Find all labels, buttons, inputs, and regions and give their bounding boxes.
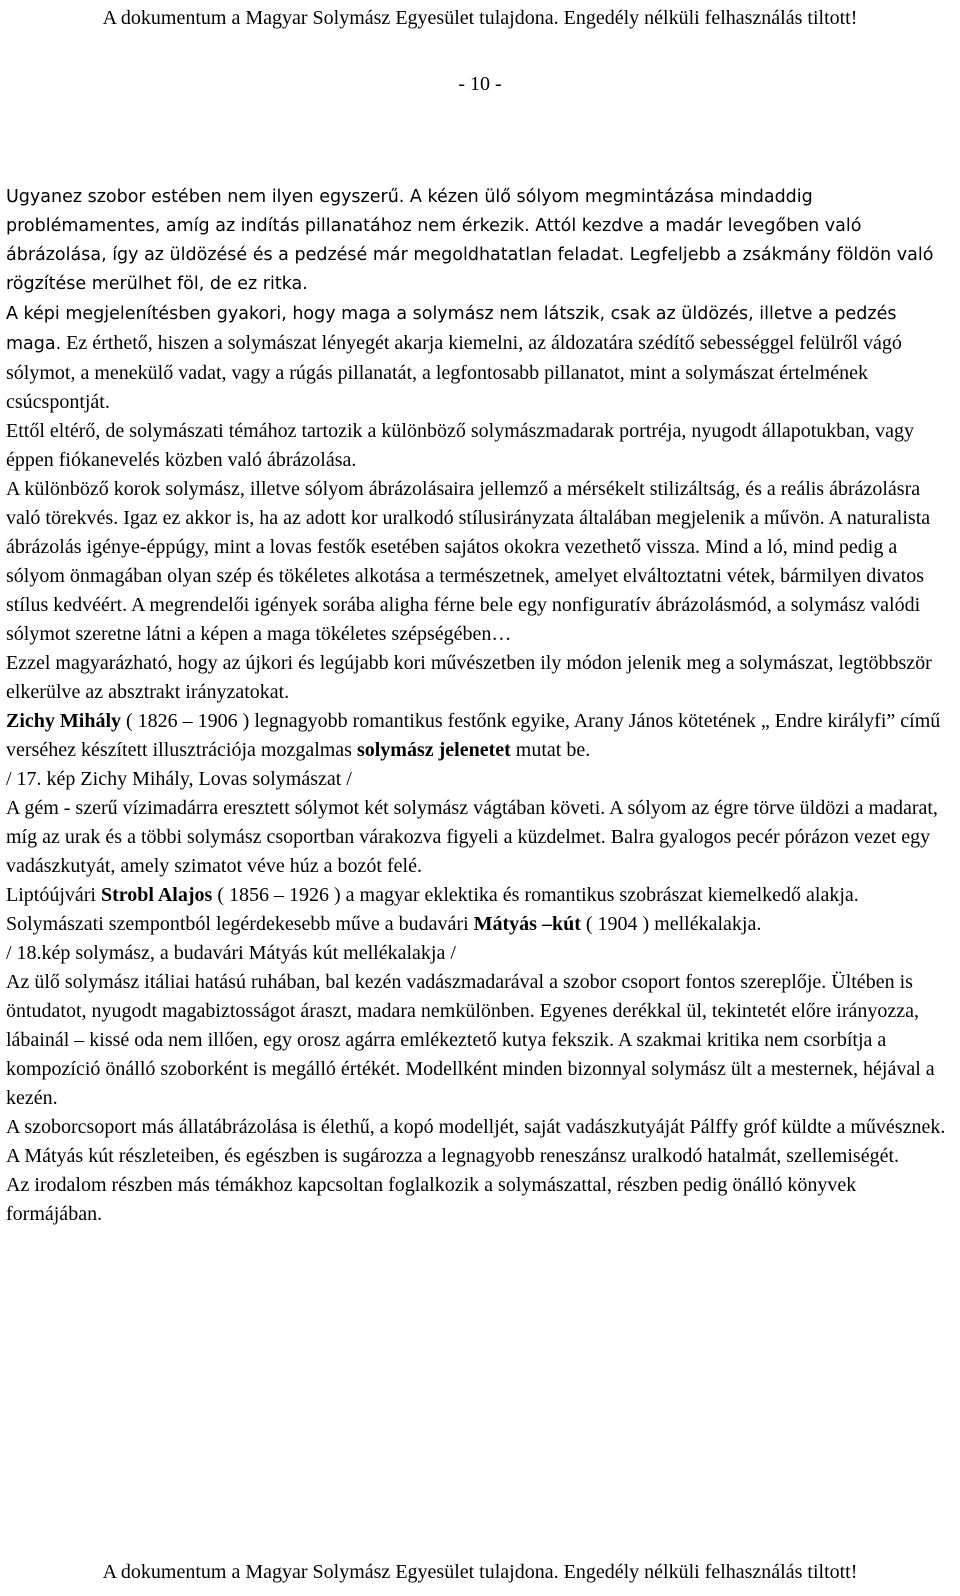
- artist-name-zichy: Zichy Mihály: [6, 710, 122, 732]
- document-body: [0, 183, 950, 1229]
- paragraph-gem: A gém - szerű vízimadárra eresztett sólymot két solymász vágtában követi. A sólyom az égre törve üldözi a madarat, míg az urak és a többi solymász csoportban várakozva figyeli a küzdelmet. Balra gyalogos pecér pórázon vezet egy vadászkutyát, amely szimatot véve húz a bozót felé.: [6, 797, 938, 877]
- paragraph-4: Ezzel magyarázható, hogy az újkori és legújabb kori művészetben ily módon jelenik meg a solymászat, legtöbbször elkerülve az absztrakt irányzatokat.: [6, 652, 932, 703]
- matyas-kut: Mátyás –kút: [473, 913, 581, 935]
- paragraph-1: [6, 299, 950, 417]
- paragraph-2: Ettől eltérő, de solymászati témához tartozik a különböző solymászmadarak portréja, nyugodt állapotukban, vagy éppen fiókanevelés közben való ábrázolása.: [6, 420, 915, 471]
- paragraph-ulo-solymasz: Az ülő solymász itáliai hatású ruhában, bal kezén vadászmadarával a szobor csoport fontos szereplője. Ültében is öntudatot, nyugodt magabiztosságot áraszt, madara nemkülönben. Egyenes derékkal ül, tekintetét előre irányozza, lábainál – kissé oda nem illően, egy orosz agárra emlékeztető kutya fekszik. A szakmai kritika nem csorbítja a kompozíció önálló szoborként is megálló értékét. Modellként minden bizonnyal solymász ült a mesternek, héjával a kezén.: [6, 971, 935, 1109]
- paragraph-1c: Ez érthető, hiszen a solymászat lényegét akarja kiemelni, az áldozatára szédítő sebességgel felülről vágó sólymot, a menekülő vadat, vagy a rúgás pillanatát, a legfontosabb pillanatot, mint a solymászat értelmének csúcspontját.: [6, 332, 902, 413]
- paragraph-3: A különböző korok solymász, illetve sólyom ábrázolásaira jellemző a mérsékelt stilizáltság, és a reális ábrázolásra való törekvés. Igaz ez akkor is, ha az adott kor uralkodó stílusirányzata általában megjelenik a művön. A naturalista ábrázolás igénye-éppúgy, mint a lovas festők esetében sajátos okokra vezethető vissza. Mind a ló, mind pedig a sólyom önmagában olyan szép és tökéletes alkotása a természetnek, amelyet elváltoztatni vétek, bármilyen divatos stílus kedvéért. A megrendelői igények sorába aligha férne bele egy nonfiguratív ábrázolásmód, a solymász valódi sólymot szeretne látni a képen a maga tökéletes szépségében…: [6, 478, 931, 645]
- paragraph-1a: Ugyanez szobor estében nem ilyen egyszerű. A kézen ülő sólyom megmintázása mindaddig problémamentes, amíg az indítás pillanatához nem érkezik. Attól kezdve a madár levegőben való ábrázolása, így az üldözésé és a pedzésé már megoldhatatlan feladat. Legfeljebb a zsákmány földön való rögzítése merülhet föl, de ez ritka.: [6, 187, 934, 294]
- page-header: A dokumentum a Magyar Solymász Egyesület tulajdona. Engedély nélküli felhasználás tiltott!: [102, 7, 858, 29]
- solymasz-jelenet: solymász jelenetet: [356, 739, 511, 761]
- strobl-text-3: ( 1904 ) mellékalakja.: [580, 913, 762, 935]
- zichy-text-1: ( 1826 – 1906 ) legnagyobb romantikus festőnk egyike, Arany János kötetének „ Endre királyfi” című verséhez készített illusztrációja mozgalmas: [6, 710, 941, 761]
- artist-name-strobl: Strobl Alajos: [100, 884, 213, 906]
- caption-18: / 18.kép solymász, a budavári Mátyás kút mellékalakja /: [6, 942, 456, 964]
- paragraph-strobl: [6, 881, 950, 939]
- strobl-text-2: ( 1856 – 1926 ) a magyar eklektika és romantikus szobrászat kiemelkedő alakja. Solymászati szempontból legérdekesebb műve a budavári: [6, 884, 859, 935]
- zichy-text-2: mutat be.: [510, 739, 591, 761]
- paragraph-zichy: [6, 707, 950, 765]
- paragraph-szoborcsoport: A szoborcsoport más állatábrázolása is élethű, a kopó modelljét, saját vadászkutyáját Pálffy gróf küldte a művésznek. A Mátyás kút részleteiben, és egészben is sugározza a legnagyobb reneszánsz uralkodó hatalmát, szellemiségét.: [6, 1116, 946, 1167]
- paragraph-1b: A képi megjelenítésben gyakori, hogy maga a solymász nem látszik, csak az üldözés, illetve a pedzés maga.: [6, 304, 897, 354]
- page-number: - 10 -: [458, 73, 502, 95]
- paragraph-irodalom: Az irodalom részben más témákhoz kapcsoltan foglalkozik a solymászattal, részben pedig önálló könyvek formájában.: [6, 1174, 857, 1225]
- page-footer: A dokumentum a Magyar Solymász Egyesület tulajdona. Engedély nélküli felhasználás tiltott!: [102, 1561, 858, 1583]
- caption-17: / 17. kép Zichy Mihály, Lovas solymászat /: [6, 768, 352, 790]
- strobl-text-1: Liptóújvári: [6, 884, 101, 906]
